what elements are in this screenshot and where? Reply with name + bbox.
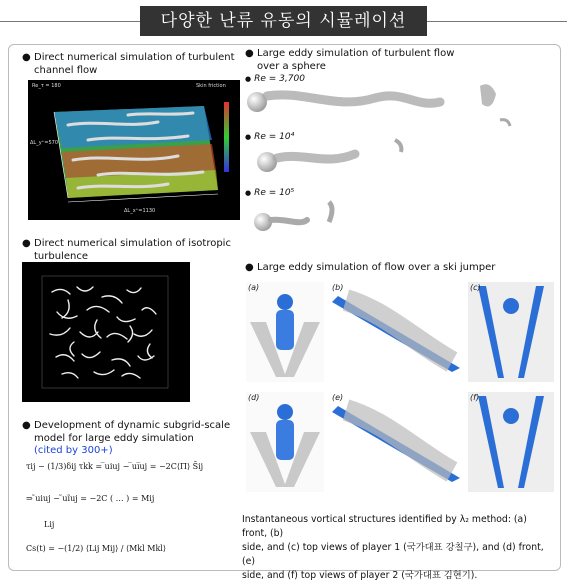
subgrid-title-line1: Development of dynamic subgrid-scale [34,420,231,431]
equation-3: Lij [44,520,55,529]
panel-d-label: (d) [248,393,260,402]
isotropic-turbulence-image [22,262,190,402]
page-title: 다양한 난류 유동의 시뮬레이션 [140,6,427,36]
re-label-3: ● Re = 10⁵ [245,188,295,198]
lx-label: ΔL_x⁺=1130 [124,208,156,214]
caption-line2: side, and (c) top views of player 1 (국가대표 강칠구), and (d) front, (e) [242,542,544,567]
panel-e-label: (e) [332,393,344,402]
sphere-title-line1: Large eddy simulation of turbulent flow [257,48,455,59]
bullet-isotropic [22,238,242,264]
isotropic-title-line1: Direct numerical simulation of isotropic [34,238,231,249]
panel-a-label: (a) [248,283,260,292]
bullet-dot-icon: ● [22,420,31,431]
ski-jumper-visual [246,282,554,500]
title-bar [0,6,567,36]
ski-title: Large eddy simulation of flow over a ski jumper [257,262,496,273]
bullet-dot-icon: ● [22,238,31,249]
citation-count: (cited by 300+) [34,445,113,456]
panel-f-label: (f) [470,393,480,402]
channel-title-line1: Direct numerical simulation of turbulent [34,52,235,63]
equation-1: τij − (1/3)δij τkk = ̅uiuj − ̅ui̅uj = −2C⟨Π⟩ S̄ij [26,462,204,471]
isotropic-title-line2: turbulence [34,250,88,262]
equation-4: Cs(t) = −(1/2) ⟨Lij Mij⟩ / ⟨Mkl Mkl⟩ [26,544,166,553]
panel-c-label: (c) [470,283,481,292]
caption-line1: Instantaneous vortical structures identified by λ₂ method: (a) front, (b) [242,514,527,539]
sphere-title-line2: over a sphere [257,60,326,72]
figure-caption [242,513,554,583]
re-label-2: ● Re = 10⁴ [245,132,295,142]
channel-title-line2: channel flow [34,64,98,76]
bullet-dot-icon: ● [245,48,254,59]
bullet-dot-icon: ● [22,52,31,63]
bullet-channel [22,52,242,78]
bullet-dot-icon: ● [245,262,254,273]
bullet-subgrid [22,420,242,460]
ly-label: ΔL_y⁺=570 [30,140,59,146]
re-label-1: ● Re = 3,700 [245,74,305,84]
isotropic-visual [22,262,190,402]
subgrid-title-line2: model for large eddy simulation [34,432,194,444]
re-tau-label: Re_τ = 180 [32,83,61,89]
bullet-sphere [245,48,545,74]
bullet-ski [245,262,545,276]
sphere-wake-visual [245,80,555,240]
panel-b-label: (b) [332,283,344,292]
channel-flow-visual [28,80,240,220]
equation-2: ⇒ ̃uiuj − ̃uĩuj = −2C ( … ) = Mij [26,494,155,503]
caption-line3: side, and (f) top views of player 2 (국가대표 김현기). [242,570,478,581]
skin-friction-label: Skin friction [196,83,226,89]
channel-flow-image [28,80,240,220]
